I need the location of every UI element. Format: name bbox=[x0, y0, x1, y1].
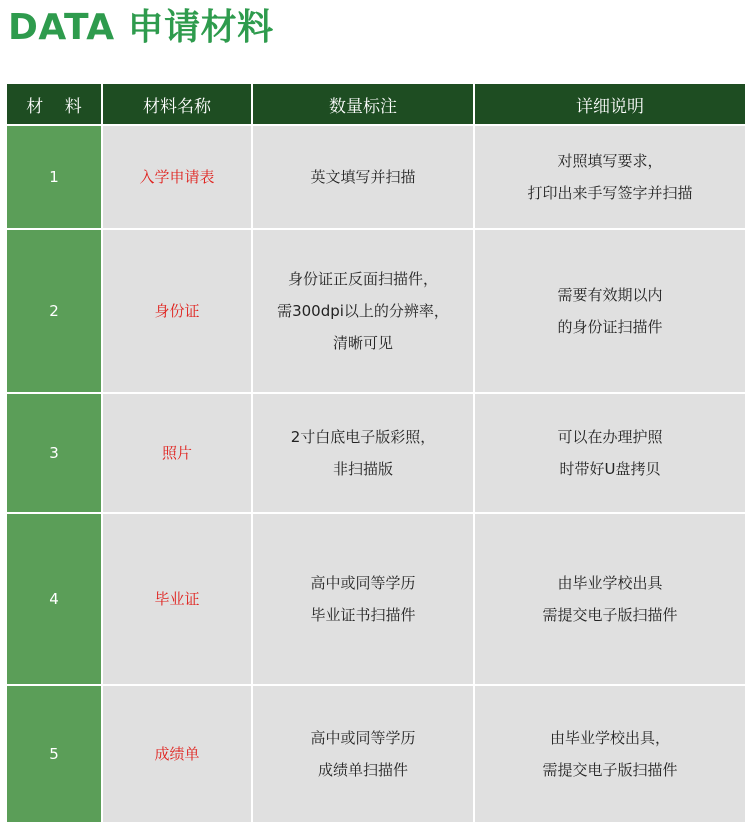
material-name: 成绩单 bbox=[103, 686, 251, 822]
material-name: 毕业证 bbox=[103, 514, 251, 684]
row-index: 4 bbox=[7, 514, 101, 684]
detail-note bbox=[475, 394, 745, 512]
row-index: 3 bbox=[7, 394, 101, 512]
quantity-note bbox=[253, 230, 473, 392]
quantity-line: 非扫描版 bbox=[332, 460, 393, 478]
detail-line: 打印出来手写签字并扫描 bbox=[527, 184, 693, 202]
detail-note bbox=[475, 126, 745, 228]
row-index: 1 bbox=[7, 126, 101, 228]
header-quantity: 数量标注 bbox=[253, 84, 473, 124]
quantity-line: 需300dpi以上的分辨率， bbox=[277, 302, 449, 320]
quantity-line: 高中或同等学历 bbox=[310, 574, 416, 592]
page-title: DATA 申请材料 bbox=[8, 7, 274, 48]
quantity-line: 毕业证书扫描件 bbox=[310, 606, 416, 624]
detail-line: 的身份证扫描件 bbox=[557, 318, 663, 336]
materials-table bbox=[5, 82, 747, 824]
header-material: 材 料 bbox=[7, 84, 101, 124]
table-row bbox=[7, 514, 745, 684]
row-index: 2 bbox=[7, 230, 101, 392]
header-details: 详细说明 bbox=[475, 84, 745, 124]
detail-line: 由毕业学校出具 bbox=[557, 574, 663, 592]
quantity-line: 2寸白底电子版彩照， bbox=[290, 428, 436, 446]
quantity-line: 清晰可见 bbox=[332, 334, 393, 352]
detail-note bbox=[475, 686, 745, 822]
detail-line: 对照填写要求， bbox=[557, 152, 663, 170]
material-name: 身份证 bbox=[103, 230, 251, 392]
material-name: 入学申请表 bbox=[103, 126, 251, 228]
quantity-line: 英文填写并扫描 bbox=[310, 168, 416, 186]
detail-line: 时带好U盘拷贝 bbox=[559, 460, 661, 478]
quantity-line: 高中或同等学历 bbox=[310, 729, 416, 747]
row-index: 5 bbox=[7, 686, 101, 822]
detail-line: 由毕业学校出具， bbox=[549, 729, 670, 747]
quantity-note bbox=[253, 394, 473, 512]
detail-line: 需提交电子版扫描件 bbox=[542, 606, 678, 624]
quantity-note bbox=[253, 126, 473, 228]
detail-line: 可以在办理护照 bbox=[557, 428, 663, 446]
table-row bbox=[7, 394, 745, 512]
table-row bbox=[7, 126, 745, 228]
table-row bbox=[7, 230, 745, 392]
quantity-line: 身份证正反面扫描件， bbox=[287, 270, 438, 288]
detail-line: 需要有效期以内 bbox=[557, 286, 663, 304]
header-material-name: 材料名称 bbox=[103, 84, 251, 124]
quantity-note bbox=[253, 686, 473, 822]
detail-note bbox=[475, 514, 745, 684]
table-row bbox=[7, 686, 745, 822]
material-name: 照片 bbox=[103, 394, 251, 512]
quantity-line: 成绩单扫描件 bbox=[317, 761, 408, 779]
quantity-note bbox=[253, 514, 473, 684]
table-header-row bbox=[7, 84, 745, 124]
detail-line: 需提交电子版扫描件 bbox=[542, 761, 678, 779]
detail-note bbox=[475, 230, 745, 392]
